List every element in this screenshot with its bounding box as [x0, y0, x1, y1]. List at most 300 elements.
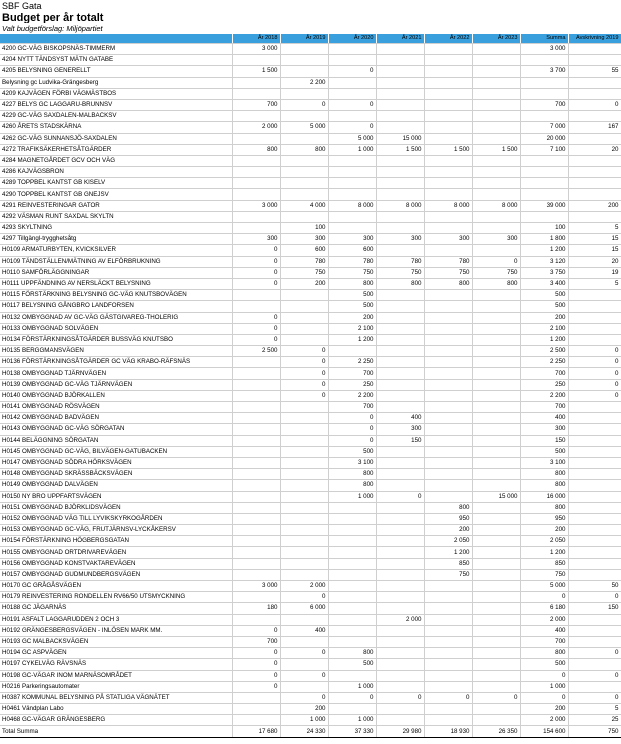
value-cell[interactable]	[472, 569, 520, 580]
value-cell[interactable]	[424, 122, 472, 133]
value-cell[interactable]: 0	[472, 692, 520, 703]
value-cell[interactable]: 1 500	[472, 144, 520, 155]
value-cell[interactable]	[472, 513, 520, 524]
value-cell[interactable]	[424, 312, 472, 323]
column-header[interactable]: År 2022	[424, 34, 472, 44]
value-cell[interactable]	[568, 323, 621, 334]
row-label-cell[interactable]: 4286 KAJVÄGSBRON	[0, 167, 232, 178]
value-cell[interactable]: 300	[520, 424, 568, 435]
value-cell[interactable]	[232, 592, 280, 603]
value-cell[interactable]	[568, 424, 621, 435]
value-cell[interactable]: 950	[520, 513, 568, 524]
value-cell[interactable]: 0	[232, 312, 280, 323]
value-cell[interactable]	[568, 301, 621, 312]
row-label-cell[interactable]: 4229 GC-VÄG SAXDALEN-MALBACKSV	[0, 111, 232, 122]
value-cell[interactable]	[424, 290, 472, 301]
value-cell[interactable]	[328, 88, 376, 99]
value-cell[interactable]	[472, 413, 520, 424]
value-cell[interactable]	[568, 55, 621, 66]
value-cell[interactable]: 700	[232, 99, 280, 110]
value-cell[interactable]: 8 000	[472, 200, 520, 211]
value-cell[interactable]	[472, 636, 520, 647]
value-cell[interactable]	[424, 301, 472, 312]
value-cell[interactable]	[568, 625, 621, 636]
row-label-cell[interactable]: 4272 TRAFIKSÄKERHETSÅTGÄRDER	[0, 144, 232, 155]
value-cell[interactable]: 0	[280, 379, 328, 390]
value-cell[interactable]	[376, 301, 424, 312]
value-cell[interactable]: 0	[232, 625, 280, 636]
value-cell[interactable]	[280, 424, 328, 435]
value-cell[interactable]: 1 500	[376, 144, 424, 155]
row-label-cell[interactable]: H0157 OMBYGGNAD GUDMUNDBERGSVÄGEN	[0, 569, 232, 580]
value-cell[interactable]: 1 500	[424, 144, 472, 155]
value-cell[interactable]	[328, 536, 376, 547]
value-cell[interactable]	[520, 189, 568, 200]
value-cell[interactable]	[376, 111, 424, 122]
value-cell[interactable]: 780	[376, 256, 424, 267]
value-cell[interactable]: 0	[424, 692, 472, 703]
row-label-cell[interactable]: H0149 OMBYGGNAD DALVÄGEN	[0, 480, 232, 491]
value-cell[interactable]	[232, 290, 280, 301]
row-label-cell[interactable]: H0147 OMBYGGNAD SÖDRA HÖRKSVÄGEN	[0, 457, 232, 468]
value-cell[interactable]	[328, 636, 376, 647]
row-label-cell[interactable]: H0110 SAMFÖRLÄGGNINGAR	[0, 267, 232, 278]
value-cell[interactable]	[280, 457, 328, 468]
value-cell[interactable]	[328, 704, 376, 715]
row-label-cell[interactable]: 4260 ÅRETS STADSKÄRNA	[0, 122, 232, 133]
value-cell[interactable]	[424, 189, 472, 200]
value-cell[interactable]	[376, 704, 424, 715]
value-cell[interactable]: 2 000	[376, 614, 424, 625]
row-label-cell[interactable]: H0192 GRÄNGESBERGSVÄGEN - INLÖSEN MARK MM.	[0, 625, 232, 636]
value-cell[interactable]	[424, 413, 472, 424]
value-cell[interactable]: 0	[280, 357, 328, 368]
value-cell[interactable]	[232, 435, 280, 446]
value-cell[interactable]: 1 200	[520, 245, 568, 256]
value-cell[interactable]: 0	[376, 692, 424, 703]
value-cell[interactable]	[376, 290, 424, 301]
value-cell[interactable]	[424, 155, 472, 166]
value-cell[interactable]: 6 180	[520, 603, 568, 614]
value-cell[interactable]	[472, 122, 520, 133]
value-cell[interactable]	[568, 167, 621, 178]
value-cell[interactable]: 0	[472, 256, 520, 267]
value-cell[interactable]	[280, 88, 328, 99]
value-cell[interactable]: 2 500	[232, 346, 280, 357]
value-cell[interactable]	[232, 457, 280, 468]
value-cell[interactable]	[232, 133, 280, 144]
value-cell[interactable]: 150	[376, 435, 424, 446]
value-cell[interactable]	[376, 44, 424, 55]
value-cell[interactable]	[232, 614, 280, 625]
value-cell[interactable]	[568, 569, 621, 580]
value-cell[interactable]	[472, 55, 520, 66]
value-cell[interactable]	[568, 44, 621, 55]
value-cell[interactable]	[328, 670, 376, 681]
value-cell[interactable]	[280, 178, 328, 189]
value-cell[interactable]	[232, 715, 280, 726]
value-cell[interactable]: 0	[568, 379, 621, 390]
value-cell[interactable]: 0	[520, 670, 568, 681]
value-cell[interactable]	[232, 357, 280, 368]
value-cell[interactable]	[568, 435, 621, 446]
value-cell[interactable]: 100	[280, 223, 328, 234]
value-cell[interactable]: 800	[280, 144, 328, 155]
value-cell[interactable]: 0	[280, 592, 328, 603]
value-cell[interactable]	[328, 211, 376, 222]
value-cell[interactable]: 0	[328, 413, 376, 424]
value-cell[interactable]	[328, 525, 376, 536]
value-cell[interactable]	[328, 592, 376, 603]
value-cell[interactable]	[232, 491, 280, 502]
value-cell[interactable]: 3 100	[328, 457, 376, 468]
value-cell[interactable]	[472, 290, 520, 301]
row-label-cell[interactable]: 4204 NYTT TÄNDSYST MÄTN GATABE	[0, 55, 232, 66]
row-label-cell[interactable]: H0140 OMBYGGNAD BJÖRKALLEN	[0, 390, 232, 401]
value-cell[interactable]: 500	[328, 446, 376, 457]
value-cell[interactable]	[424, 357, 472, 368]
row-label-cell[interactable]: H0151 OMBYGGNAD BJÖRKLIDSVÄGEN	[0, 502, 232, 513]
value-cell[interactable]	[376, 223, 424, 234]
value-cell[interactable]: 0	[232, 256, 280, 267]
value-cell[interactable]	[568, 334, 621, 345]
value-cell[interactable]: 800	[232, 144, 280, 155]
value-cell[interactable]	[424, 435, 472, 446]
value-cell[interactable]	[232, 692, 280, 703]
value-cell[interactable]	[568, 413, 621, 424]
value-cell[interactable]: 800	[520, 480, 568, 491]
value-cell[interactable]	[328, 167, 376, 178]
row-label-cell[interactable]: H0188 GC JÄGARNÄS	[0, 603, 232, 614]
value-cell[interactable]: 1 200	[520, 547, 568, 558]
value-cell[interactable]	[232, 569, 280, 580]
value-cell[interactable]	[232, 525, 280, 536]
value-cell[interactable]: 29 980	[376, 726, 424, 737]
value-cell[interactable]: 400	[520, 625, 568, 636]
value-cell[interactable]: 700	[232, 636, 280, 647]
value-cell[interactable]	[472, 167, 520, 178]
value-cell[interactable]: 200	[280, 704, 328, 715]
value-cell[interactable]	[280, 111, 328, 122]
value-cell[interactable]	[376, 155, 424, 166]
value-cell[interactable]	[232, 513, 280, 524]
value-cell[interactable]: 19	[568, 267, 621, 278]
value-cell[interactable]: 20	[568, 256, 621, 267]
value-cell[interactable]	[472, 502, 520, 513]
value-cell[interactable]	[376, 189, 424, 200]
value-cell[interactable]: 3 400	[520, 278, 568, 289]
row-label-cell[interactable]: 4297 Tillgängl-trygghetsåtg	[0, 234, 232, 245]
row-label-cell[interactable]: H0136 FÖRSTÄRKNINGSÅTGÄRDER GC VÄG KRABO-RÄFSNÄS	[0, 357, 232, 368]
value-cell[interactable]: 2 250	[520, 357, 568, 368]
value-cell[interactable]	[472, 625, 520, 636]
value-cell[interactable]	[472, 223, 520, 234]
value-cell[interactable]	[424, 223, 472, 234]
value-cell[interactable]	[424, 603, 472, 614]
value-cell[interactable]: 150	[568, 603, 621, 614]
value-cell[interactable]	[328, 569, 376, 580]
value-cell[interactable]	[424, 346, 472, 357]
value-cell[interactable]	[472, 133, 520, 144]
value-cell[interactable]	[568, 77, 621, 88]
value-cell[interactable]	[472, 435, 520, 446]
value-cell[interactable]	[472, 334, 520, 345]
value-cell[interactable]	[568, 446, 621, 457]
value-cell[interactable]: 200	[520, 312, 568, 323]
value-cell[interactable]	[328, 581, 376, 592]
value-cell[interactable]: 200	[568, 200, 621, 211]
value-cell[interactable]: 0	[568, 692, 621, 703]
value-cell[interactable]	[280, 211, 328, 222]
value-cell[interactable]: 0	[232, 278, 280, 289]
value-cell[interactable]	[280, 312, 328, 323]
value-cell[interactable]	[520, 55, 568, 66]
value-cell[interactable]: 1 200	[424, 547, 472, 558]
value-cell[interactable]	[232, 167, 280, 178]
row-label-cell[interactable]: H0117 BELYSNING GÅNGBRO LANDFORSEN	[0, 301, 232, 312]
value-cell[interactable]: 800	[376, 278, 424, 289]
value-cell[interactable]	[280, 334, 328, 345]
value-cell[interactable]	[280, 446, 328, 457]
value-cell[interactable]	[568, 402, 621, 413]
value-cell[interactable]: 780	[280, 256, 328, 267]
value-cell[interactable]	[424, 446, 472, 457]
value-cell[interactable]: 500	[520, 290, 568, 301]
value-cell[interactable]	[472, 558, 520, 569]
value-cell[interactable]: 5	[568, 278, 621, 289]
value-cell[interactable]: 850	[520, 558, 568, 569]
row-label-cell[interactable]: H0138 OMBYGGNAD TJÄRNVÄGEN	[0, 368, 232, 379]
value-cell[interactable]	[232, 111, 280, 122]
value-cell[interactable]	[424, 245, 472, 256]
value-cell[interactable]: 200	[520, 704, 568, 715]
value-cell[interactable]: 24 330	[280, 726, 328, 737]
value-cell[interactable]	[472, 469, 520, 480]
value-cell[interactable]: 750	[520, 569, 568, 580]
value-cell[interactable]: 4 000	[280, 200, 328, 211]
value-cell[interactable]	[376, 323, 424, 334]
value-cell[interactable]	[376, 88, 424, 99]
value-cell[interactable]	[472, 77, 520, 88]
value-cell[interactable]: 15	[568, 245, 621, 256]
value-cell[interactable]: 750	[376, 267, 424, 278]
value-cell[interactable]: 150	[520, 435, 568, 446]
value-cell[interactable]: 750	[472, 267, 520, 278]
row-label-cell[interactable]: H0141 OMBYGGNAD RÖSVÄGEN	[0, 402, 232, 413]
value-cell[interactable]: 3 000	[232, 581, 280, 592]
value-cell[interactable]: 0	[232, 681, 280, 692]
value-cell[interactable]	[376, 55, 424, 66]
value-cell[interactable]	[280, 659, 328, 670]
value-cell[interactable]	[424, 178, 472, 189]
row-label-cell[interactable]: H0134 FÖRSTÄRKNINGSÅTGÄRDER BUSSVÄG KNUTSBO	[0, 334, 232, 345]
value-cell[interactable]	[520, 88, 568, 99]
column-header[interactable]	[0, 34, 232, 44]
value-cell[interactable]	[472, 446, 520, 457]
value-cell[interactable]: 3 000	[232, 44, 280, 55]
value-cell[interactable]	[376, 66, 424, 77]
value-cell[interactable]: 700	[328, 402, 376, 413]
value-cell[interactable]	[568, 469, 621, 480]
value-cell[interactable]	[376, 357, 424, 368]
row-label-cell[interactable]: H0155 OMBYGGNAD ORTDRIVAREVÄGEN	[0, 547, 232, 558]
value-cell[interactable]	[280, 133, 328, 144]
value-cell[interactable]	[568, 111, 621, 122]
value-cell[interactable]: 700	[520, 636, 568, 647]
value-cell[interactable]	[232, 558, 280, 569]
value-cell[interactable]	[424, 491, 472, 502]
row-label-cell[interactable]: H0132 OMBYGGNAD AV GC-VÄG GÄSTGIVAREG-THOLERIG	[0, 312, 232, 323]
value-cell[interactable]	[376, 502, 424, 513]
value-cell[interactable]	[280, 155, 328, 166]
value-cell[interactable]	[328, 502, 376, 513]
value-cell[interactable]	[376, 402, 424, 413]
value-cell[interactable]	[472, 592, 520, 603]
row-label-cell[interactable]: H0387 KOMMUNAL BELYSNING PÅ STATLIGA VÄGNÄTET	[0, 692, 232, 703]
value-cell[interactable]	[376, 480, 424, 491]
value-cell[interactable]	[424, 659, 472, 670]
row-label-cell[interactable]: 4209 KAJVÄGEN FÖRBI VÄGMÄSTBOS	[0, 88, 232, 99]
value-cell[interactable]: 0	[568, 592, 621, 603]
value-cell[interactable]	[424, 379, 472, 390]
value-cell[interactable]	[424, 636, 472, 647]
value-cell[interactable]: 700	[328, 368, 376, 379]
value-cell[interactable]	[232, 55, 280, 66]
value-cell[interactable]: 800	[472, 278, 520, 289]
value-cell[interactable]: 400	[520, 413, 568, 424]
value-cell[interactable]	[472, 66, 520, 77]
value-cell[interactable]	[568, 480, 621, 491]
value-cell[interactable]: 16 000	[520, 491, 568, 502]
value-cell[interactable]: 700	[520, 402, 568, 413]
value-cell[interactable]	[424, 480, 472, 491]
row-label-cell[interactable]: H0198 GC-VÄGAR INOM MARNÄSOMRÅDET	[0, 670, 232, 681]
value-cell[interactable]: 3 000	[520, 44, 568, 55]
value-cell[interactable]	[568, 155, 621, 166]
value-cell[interactable]	[472, 88, 520, 99]
value-cell[interactable]	[280, 558, 328, 569]
row-label-cell[interactable]: H0152 OMBYGGNAD VÄG TILL LYVIKSKYRKOGÅRDEN	[0, 513, 232, 524]
value-cell[interactable]	[376, 167, 424, 178]
row-label-cell[interactable]: 4227 BELYS GC LAGGARU-BRUNNSV	[0, 99, 232, 110]
value-cell[interactable]: 0	[568, 99, 621, 110]
value-cell[interactable]: 5 000	[280, 122, 328, 133]
value-cell[interactable]: 780	[328, 256, 376, 267]
value-cell[interactable]: 0	[232, 659, 280, 670]
value-cell[interactable]	[520, 167, 568, 178]
value-cell[interactable]	[232, 189, 280, 200]
value-cell[interactable]: 0	[328, 424, 376, 435]
row-label-cell[interactable]: H0111 UPPFÄNDNING AV NERSLÄCKT BELYSNING	[0, 278, 232, 289]
value-cell[interactable]	[232, 211, 280, 222]
value-cell[interactable]	[376, 379, 424, 390]
row-label-cell[interactable]: 4290 TOPPBEL KANTST GB GNEJSV	[0, 189, 232, 200]
value-cell[interactable]: 1 800	[520, 234, 568, 245]
row-label-cell[interactable]: H0109 ARMATURBYTEN, KVICKSILVER	[0, 245, 232, 256]
value-cell[interactable]: 1 000	[328, 491, 376, 502]
value-cell[interactable]	[328, 346, 376, 357]
row-label-cell[interactable]: 4262 GC-VÄG SUNNANSJÖ-SAXDALEN	[0, 133, 232, 144]
value-cell[interactable]	[376, 592, 424, 603]
value-cell[interactable]	[232, 469, 280, 480]
value-cell[interactable]	[520, 111, 568, 122]
value-cell[interactable]: 200	[280, 278, 328, 289]
row-label-cell[interactable]: 4291 REINVESTERINGAR GATOR	[0, 200, 232, 211]
value-cell[interactable]	[424, 648, 472, 659]
value-cell[interactable]	[568, 211, 621, 222]
value-cell[interactable]	[376, 334, 424, 345]
column-header[interactable]: År 2020	[328, 34, 376, 44]
value-cell[interactable]	[472, 424, 520, 435]
value-cell[interactable]	[328, 603, 376, 614]
value-cell[interactable]: 0	[280, 368, 328, 379]
value-cell[interactable]	[376, 99, 424, 110]
value-cell[interactable]: 8 000	[424, 200, 472, 211]
value-cell[interactable]: 0	[328, 66, 376, 77]
value-cell[interactable]	[232, 223, 280, 234]
value-cell[interactable]	[472, 379, 520, 390]
value-cell[interactable]: 25	[568, 715, 621, 726]
value-cell[interactable]: 0	[328, 692, 376, 703]
value-cell[interactable]: 2 000	[520, 614, 568, 625]
value-cell[interactable]: 0	[520, 692, 568, 703]
value-cell[interactable]	[232, 379, 280, 390]
value-cell[interactable]: 2 200	[328, 390, 376, 401]
value-cell[interactable]: 50	[568, 581, 621, 592]
value-cell[interactable]: 800	[520, 648, 568, 659]
row-label-cell[interactable]: H0179 REINVESTERING RONDELLEN RV66/50 UTSMYCKNING	[0, 592, 232, 603]
value-cell[interactable]	[328, 547, 376, 558]
value-cell[interactable]	[328, 111, 376, 122]
value-cell[interactable]: 1 000	[520, 681, 568, 692]
value-cell[interactable]: 0	[232, 648, 280, 659]
value-cell[interactable]: 0	[328, 99, 376, 110]
value-cell[interactable]	[568, 659, 621, 670]
value-cell[interactable]: 7 100	[520, 144, 568, 155]
value-cell[interactable]	[232, 704, 280, 715]
column-header[interactable]: År 2018	[232, 34, 280, 44]
value-cell[interactable]	[232, 301, 280, 312]
value-cell[interactable]: 2 200	[520, 390, 568, 401]
row-label-cell[interactable]: H0115 FÖRSTÄRKNING BELYSNING GC-VÄG KNUTSBOVÄGEN	[0, 290, 232, 301]
value-cell[interactable]: 180	[232, 603, 280, 614]
value-cell[interactable]: 0	[376, 491, 424, 502]
value-cell[interactable]	[568, 513, 621, 524]
value-cell[interactable]: 2 000	[520, 715, 568, 726]
value-cell[interactable]	[376, 670, 424, 681]
row-label-cell[interactable]: H0197 CYKELVÄG RÄVSNÄS	[0, 659, 232, 670]
value-cell[interactable]: 800	[328, 278, 376, 289]
value-cell[interactable]: 0	[568, 390, 621, 401]
value-cell[interactable]	[472, 368, 520, 379]
value-cell[interactable]	[328, 77, 376, 88]
column-header[interactable]: År 2019	[280, 34, 328, 44]
value-cell[interactable]	[424, 44, 472, 55]
row-label-cell[interactable]: H0153 OMBYGGNAD GC-VÄG, FRUTJÄRNSV-LYCKÅKERSV	[0, 525, 232, 536]
value-cell[interactable]: 300	[280, 234, 328, 245]
value-cell[interactable]	[472, 211, 520, 222]
value-cell[interactable]: 0	[232, 334, 280, 345]
value-cell[interactable]: 500	[328, 290, 376, 301]
value-cell[interactable]	[376, 211, 424, 222]
value-cell[interactable]	[232, 536, 280, 547]
value-cell[interactable]	[472, 536, 520, 547]
value-cell[interactable]: 37 330	[328, 726, 376, 737]
value-cell[interactable]	[568, 290, 621, 301]
value-cell[interactable]	[280, 480, 328, 491]
value-cell[interactable]	[376, 77, 424, 88]
value-cell[interactable]	[376, 368, 424, 379]
